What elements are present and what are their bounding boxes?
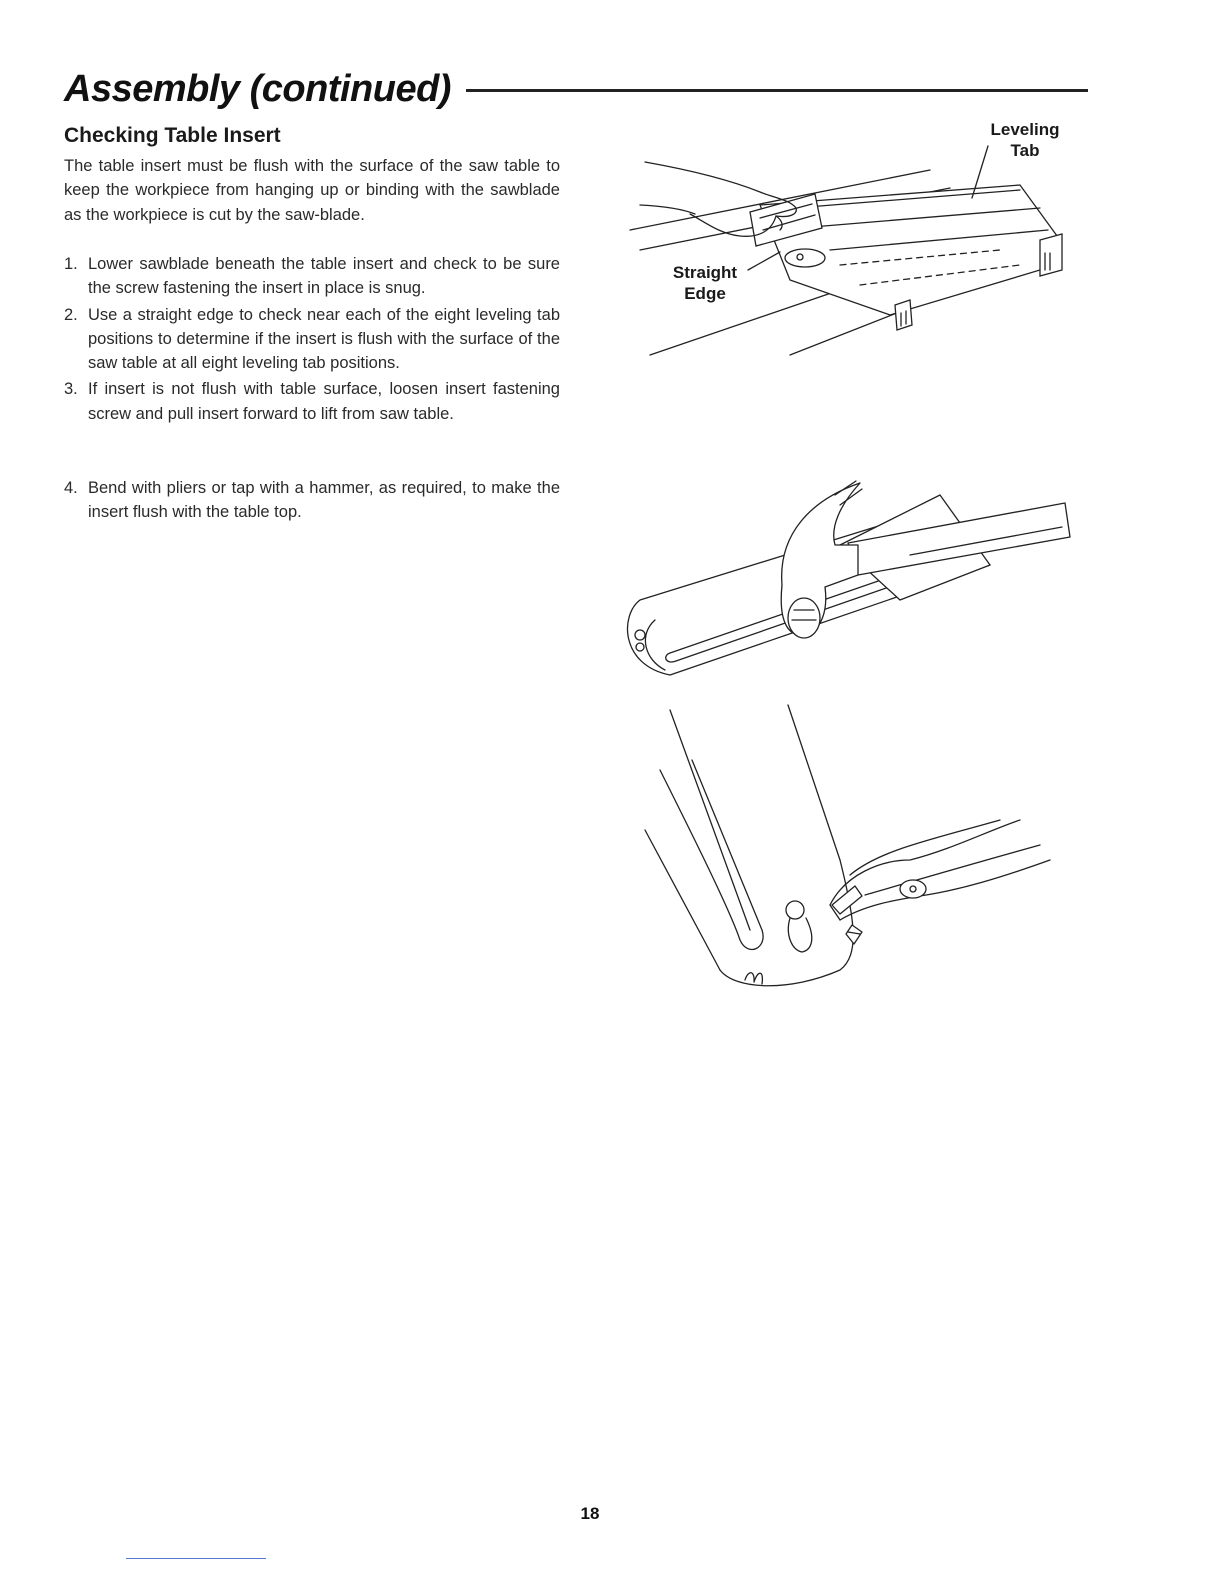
step-number: 4.	[64, 479, 78, 498]
straight-edge-label-line2: Edge	[684, 284, 726, 303]
hammer-illustration	[610, 475, 1080, 695]
straight-edge-label	[660, 262, 750, 304]
page-title: Assembly (continued)	[64, 68, 451, 110]
step-item	[64, 252, 560, 301]
step-text: Lower sawblade beneath the table insert and check to be sure the screw fastening the insert in place is snug.	[88, 255, 560, 298]
straight-edge-label-line1: Straight	[672, 263, 738, 282]
section-heading: Checking Table Insert	[64, 124, 281, 147]
step-item	[64, 377, 560, 426]
step-number: 1.	[64, 255, 78, 273]
step-item	[64, 476, 560, 525]
intro-paragraph: The table insert must be flush with the surface of the saw table to keep the workpiece from hanging up or binding with the sawblade as the workpiece is cut by the saw-blade.	[64, 157, 560, 224]
leveling-tab-label-line1: Leveling	[990, 120, 1060, 139]
leveling-tab-label	[975, 119, 1075, 161]
step-number: 3.	[64, 380, 78, 399]
step-text: If insert is not flush with table surface, loosen insert fastening screw and pull insert forward to lift from saw table.	[88, 380, 560, 423]
page-number: 18	[580, 1504, 600, 1523]
step-item	[64, 303, 560, 376]
step-number: 2.	[64, 305, 78, 324]
leveling-tab-label-line2: Tab	[1010, 141, 1040, 160]
step-list	[64, 252, 560, 527]
step-text: Use a straight edge to check near each of the eight leveling tab positions to determine if the insert is flush with the surface of the saw table at all eight leveling tab positions.	[88, 305, 560, 373]
pliers-illustration	[640, 700, 1070, 1000]
title-rule	[466, 89, 1088, 92]
bottom-rule	[126, 1558, 266, 1559]
step-text: Bend with pliers or tap with a hammer, as required, to make the insert flush with the table top.	[88, 479, 560, 522]
